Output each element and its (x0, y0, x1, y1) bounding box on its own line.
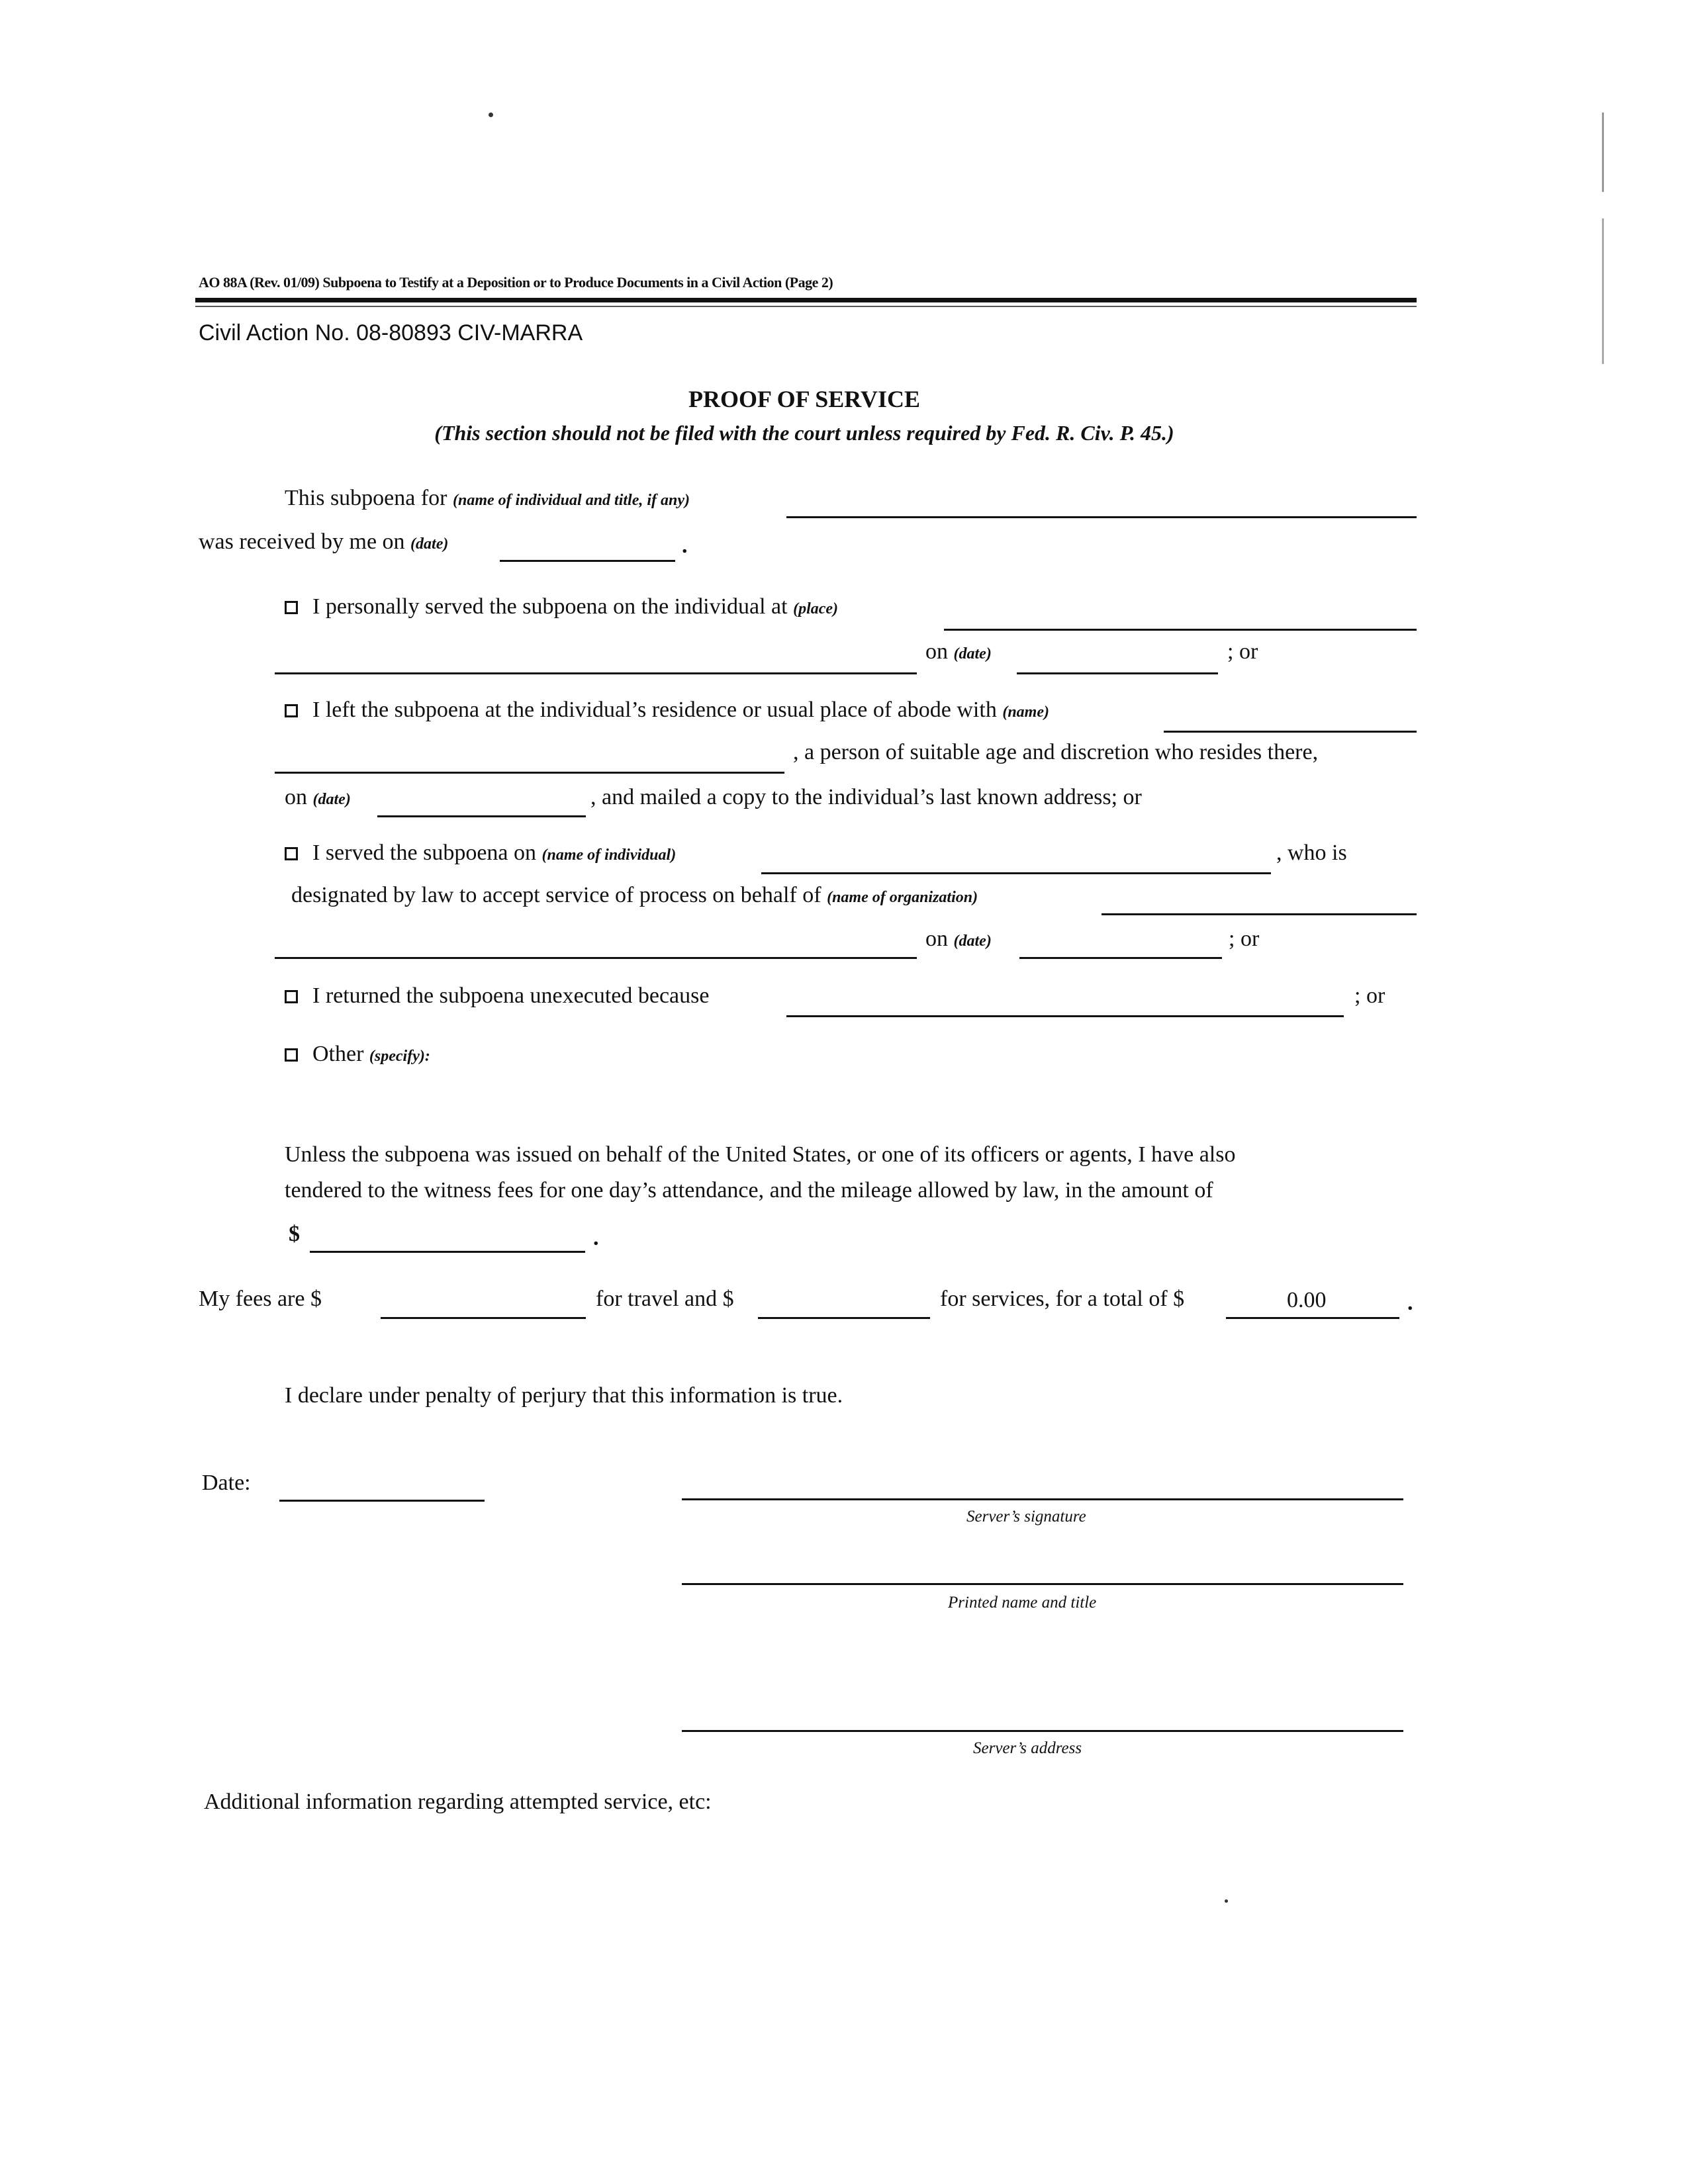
individual-name-hint: (name of individual) (541, 846, 677, 864)
subpoena-for-field[interactable] (786, 516, 1417, 518)
individual-name-field[interactable] (761, 872, 1271, 874)
total-fee-field[interactable] (1226, 1317, 1399, 1319)
other-hint: (specify): (369, 1048, 430, 1065)
place-field[interactable] (944, 629, 1417, 631)
served-on-on: on (925, 927, 948, 951)
other-checkbox[interactable] (285, 1048, 298, 1062)
left-on: on (285, 785, 307, 809)
server-address-caption: Server’s address (973, 1739, 1082, 1757)
place-field-continued[interactable] (275, 672, 917, 674)
received-date-field[interactable] (500, 560, 675, 562)
personal-date-field[interactable] (1017, 672, 1218, 674)
returned-unexecuted-checkbox[interactable] (285, 990, 298, 1003)
header-rule-thin (195, 306, 1417, 307)
left-at-residence-checkbox[interactable] (285, 704, 298, 717)
resident-name-field-continued[interactable] (275, 772, 784, 774)
organization-field[interactable] (1102, 913, 1417, 915)
served-on-label (312, 841, 676, 866)
served-on-date-field[interactable] (1019, 957, 1222, 959)
travel-fee-field[interactable] (381, 1317, 586, 1319)
services-fee-field[interactable] (758, 1317, 930, 1319)
intro-received-hint: (date) (410, 535, 449, 553)
served-on-or: ; or (1229, 927, 1260, 951)
other-text: Other (312, 1042, 364, 1066)
witness-fee-dollar-sign: $ (289, 1222, 300, 1246)
total-fee-period: . (1407, 1291, 1413, 1315)
date-label: Date: (202, 1471, 251, 1495)
intro-for-hint: (name of individual and title, if any) (453, 492, 690, 509)
intro-for-label (285, 486, 690, 511)
who-is-text: , who is (1276, 841, 1347, 865)
personal-or: ; or (1227, 639, 1258, 664)
personally-served-checkbox[interactable] (285, 601, 298, 614)
returned-unexecuted-text: I returned the subpoena unexecuted because (312, 983, 710, 1008)
civil-action-number: Civil Action No. 08-80893 CIV-MARRA (199, 320, 583, 345)
designated-text: designated by law to accept service of process on behalf of (291, 883, 821, 907)
name-hint: (name) (1002, 704, 1049, 721)
scan-speck (489, 113, 493, 117)
resident-name-field[interactable] (1164, 731, 1417, 733)
scan-speck (1225, 1899, 1228, 1903)
personal-on: on (925, 639, 948, 664)
other-label (312, 1042, 430, 1067)
scan-speck (1602, 218, 1604, 364)
total-fee-value: 0.00 (1287, 1288, 1327, 1312)
suitable-person-text: , a person of suitable age and discretion who resides there, (793, 740, 1319, 764)
travel-label: for travel and $ (596, 1287, 734, 1311)
server-signature-caption: Server’s signature (966, 1508, 1086, 1525)
left-at-residence-label (312, 698, 1049, 723)
mailed-copy-text: , and mailed a copy to the individual’s last known address; or (590, 785, 1142, 809)
additional-info-label: Additional information regarding attempted service, etc: (204, 1790, 712, 1814)
header-rule (195, 298, 1417, 302)
declaration-text: I declare under penalty of perjury that this information is true. (285, 1383, 843, 1408)
organization-field-continued[interactable] (275, 957, 917, 959)
page-title: PROOF OF SERVICE (688, 386, 921, 412)
served-on-designee-checkbox[interactable] (285, 847, 298, 860)
server-signature-field[interactable] (682, 1498, 1403, 1500)
left-on-date-label (285, 785, 351, 810)
personal-date-hint: (date) (953, 645, 992, 662)
personal-on-date-label (925, 639, 992, 664)
personally-served-label (312, 594, 838, 619)
scan-speck (1602, 113, 1604, 192)
place-hint: (place) (793, 600, 839, 617)
server-address-field[interactable] (682, 1730, 1403, 1732)
printed-name-caption: Printed name and title (948, 1594, 1097, 1612)
form-id-header: AO 88A (Rev. 01/09) Subpoena to Testify at a Deposition or to Produce Documents in a Civil Action (Page 2) (199, 274, 833, 291)
organization-hint: (name of organization) (827, 889, 978, 906)
served-on-date-label (925, 927, 992, 952)
designated-label (291, 883, 978, 908)
returned-reason-field[interactable] (786, 1015, 1344, 1017)
intro-for-prefix: This subpoena for (285, 486, 447, 510)
personally-served-text: I personally served the subpoena on the individual at (312, 594, 788, 619)
served-on-date-hint: (date) (953, 933, 992, 950)
fees-notice-line-2: tendered to the witness fees for one day’s attendance, and the mileage allowed by law, in the amount of (285, 1178, 1213, 1203)
witness-fee-period: . (593, 1226, 599, 1250)
left-date-hint: (date) (312, 791, 351, 808)
intro-received-prefix: was received by me on (199, 529, 405, 554)
left-date-field[interactable] (377, 815, 586, 817)
witness-fee-amount-field[interactable] (310, 1251, 585, 1253)
fees-notice-line-1: Unless the subpoena was issued on behalf of the United States, or one of its officers or agents, I have also (285, 1142, 1236, 1167)
page-subtitle: (This section should not be filed with the court unless required by Fed. R. Civ. P. 45.) (434, 421, 1174, 445)
services-label: for services, for a total of $ (940, 1287, 1185, 1311)
printed-name-field[interactable] (682, 1583, 1403, 1585)
my-fees-label: My fees are $ (199, 1287, 322, 1311)
left-at-residence-text: I left the subpoena at the individual’s residence or usual place of abode with (312, 698, 997, 722)
served-on-text: I served the subpoena on (312, 841, 537, 865)
received-period: . (682, 533, 688, 558)
returned-or: ; or (1354, 983, 1385, 1008)
signature-date-field[interactable] (279, 1500, 485, 1502)
intro-received-label (199, 529, 448, 555)
